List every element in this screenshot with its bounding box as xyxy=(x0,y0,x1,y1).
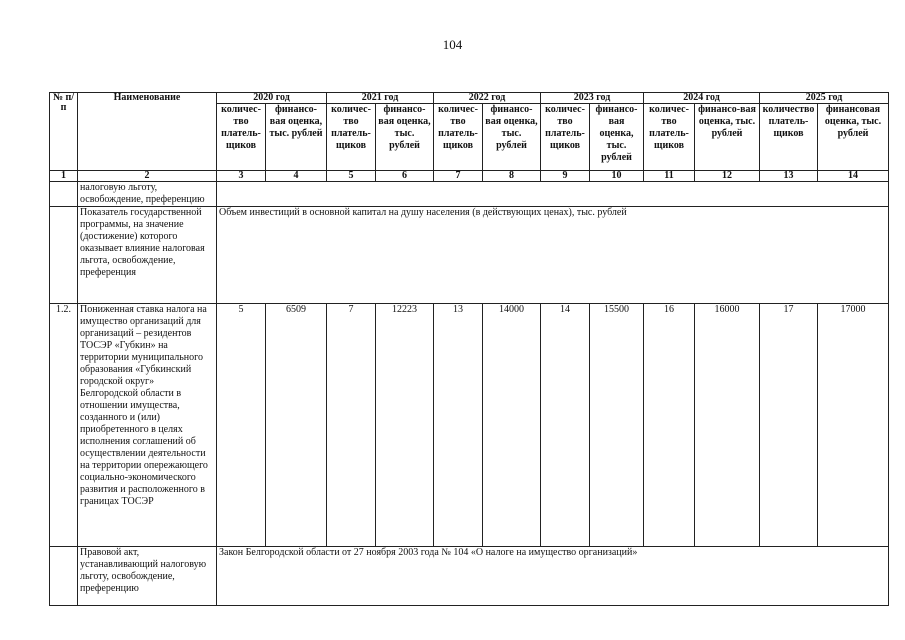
header-sub: финансо-вая оценка, тыс. рублей xyxy=(376,104,434,171)
table-row xyxy=(50,207,889,304)
table-row xyxy=(50,547,889,606)
header-year: 2020 год xyxy=(217,93,327,104)
col-number: 2 xyxy=(78,171,217,182)
value-cell: 13 xyxy=(434,304,483,547)
header-sub: количес-тво платель-щиков xyxy=(644,104,695,171)
row-name: налоговую льготу, освобождение, преференцию xyxy=(78,182,217,207)
value-cell: 15500 xyxy=(590,304,644,547)
table-row xyxy=(50,182,889,207)
row-name: Правовой акт, устанавливающий налоговую льготу, освобождение, преференцию xyxy=(78,547,217,606)
row-name: Показатель государственной программы, на значение (достижение) которого оказывает влияние налоговая льгота, освобождение, преференция xyxy=(78,207,217,304)
header-sub: количес-тво платель-щиков xyxy=(434,104,483,171)
header-year: 2021 год xyxy=(327,93,434,104)
header-year: 2023 год xyxy=(541,93,644,104)
header-sub: финансовая оценка, тыс. рублей xyxy=(818,104,889,171)
header-num: № п/п xyxy=(50,93,78,171)
col-number: 5 xyxy=(327,171,376,182)
tax-benefits-table xyxy=(49,92,889,606)
col-number: 1 xyxy=(50,171,78,182)
header-sub: количес-тво платель-щиков xyxy=(327,104,376,171)
col-number: 13 xyxy=(760,171,818,182)
value-cell: 17 xyxy=(760,304,818,547)
value-cell: 12223 xyxy=(376,304,434,547)
header-name: Наименование xyxy=(78,93,217,171)
header-sub: финансо-вая оценка, тыс. рублей xyxy=(483,104,541,171)
header-sub: финансо-вая оценка, тыс. рублей xyxy=(266,104,327,171)
value-cell: 16 xyxy=(644,304,695,547)
value-cell: 17000 xyxy=(818,304,889,547)
col-number: 14 xyxy=(818,171,889,182)
col-number: 6 xyxy=(376,171,434,182)
header-year: 2024 год xyxy=(644,93,760,104)
row-num xyxy=(50,207,78,304)
header-sub: количес-тво платель-щиков xyxy=(541,104,590,171)
value-cell: 6509 xyxy=(266,304,327,547)
value-cell: 5 xyxy=(217,304,266,547)
table-row xyxy=(50,304,889,547)
col-number: 9 xyxy=(541,171,590,182)
row-num xyxy=(50,182,78,207)
row-num: 1.2. xyxy=(50,304,78,547)
row-name: Пониженная ставка налога на имущество организаций для организаций – резидентов ТОСЭР «Губкин» на территории муниципального образования «Губкинский городской округ» Белгородской области в отношении имущества, созданного и (или) приобретенного в целях исполнения соглашений об осуществлении деятельности на территории опережающего социально-экономического развития и расположенного в границах ТОСЭР xyxy=(78,304,217,547)
column-number-row xyxy=(50,171,889,182)
value-cell: 7 xyxy=(327,304,376,547)
header-sub: количество платель-щиков xyxy=(760,104,818,171)
page-number: 104 xyxy=(442,37,463,52)
header-sub: финансо-вая оценка, тыс. рублей xyxy=(695,104,760,171)
header-year: 2022 год xyxy=(434,93,541,104)
col-number: 10 xyxy=(590,171,644,182)
col-number: 3 xyxy=(217,171,266,182)
col-number: 7 xyxy=(434,171,483,182)
legal-act-text: Закон Белгородской области от 27 ноября 2003 года № 104 «О налоге на имущество организаций» xyxy=(217,547,889,606)
indicator-text: Объем инвестиций в основной капитал на душу населения (в действующих ценах), тыс. рублей xyxy=(217,207,889,304)
row-text xyxy=(217,182,889,207)
col-number: 11 xyxy=(644,171,695,182)
row-num xyxy=(50,547,78,606)
value-cell: 14000 xyxy=(483,304,541,547)
col-number: 4 xyxy=(266,171,327,182)
value-cell: 14 xyxy=(541,304,590,547)
col-number: 8 xyxy=(483,171,541,182)
header-sub: количес-тво платель-щиков xyxy=(217,104,266,171)
header-sub: финансо-вая оценка, тыс. рублей xyxy=(590,104,644,171)
value-cell: 16000 xyxy=(695,304,760,547)
col-number: 12 xyxy=(695,171,760,182)
header-year: 2025 год xyxy=(760,93,889,104)
